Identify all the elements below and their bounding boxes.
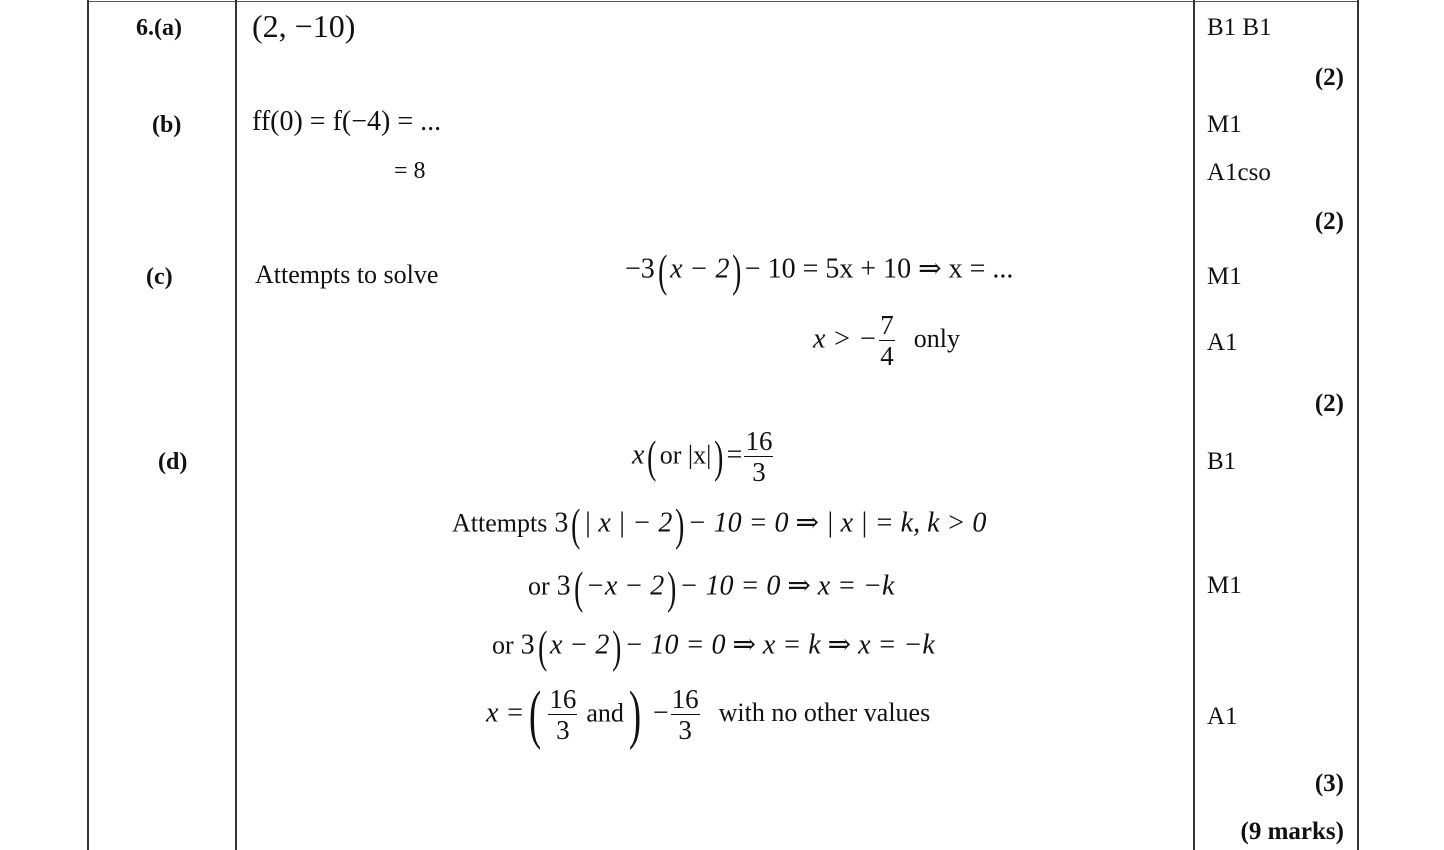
answer-a: (2, −10) bbox=[252, 8, 356, 44]
fraction-7-4 bbox=[879, 312, 895, 370]
grand-total: (9 marks) bbox=[1240, 818, 1344, 845]
attempts-text-c: Attempts to solve bbox=[255, 260, 439, 289]
fraction-16-3 bbox=[548, 686, 577, 744]
question-label-c: (c) bbox=[146, 264, 173, 290]
l1-inner: or |x| bbox=[659, 440, 712, 470]
l4-inner: x − 2 bbox=[550, 629, 610, 661]
l2-pre: 3 bbox=[554, 507, 569, 539]
paren-open: ( bbox=[529, 678, 542, 751]
mark-d-3: A1 bbox=[1207, 703, 1238, 730]
l5-minus: − bbox=[652, 697, 669, 729]
fraction-16-3-neg bbox=[671, 686, 700, 744]
paren-close: ) bbox=[714, 431, 724, 482]
table-right-border bbox=[1357, 0, 1359, 850]
mark-b-2: A1cso bbox=[1207, 159, 1271, 186]
l3-post: − 10 = 0 ⇒ x = −k bbox=[679, 570, 895, 602]
paren-open: ( bbox=[647, 431, 657, 482]
fraction-denominator: 4 bbox=[880, 341, 894, 371]
paren-open: ( bbox=[573, 562, 583, 613]
equation-d-line5 bbox=[486, 678, 931, 751]
question-label-d: (d) bbox=[158, 449, 188, 475]
paren-close: ) bbox=[732, 245, 742, 296]
paren-close: ) bbox=[667, 562, 677, 613]
mark-d-1: B1 bbox=[1207, 448, 1237, 475]
equation-c-inner: x − 2 bbox=[670, 253, 730, 285]
paren-close: ) bbox=[612, 621, 622, 672]
mark-c-2: A1 bbox=[1207, 329, 1238, 356]
l4-post: − 10 = 0 ⇒ x = k ⇒ x = −k bbox=[624, 629, 935, 661]
l1-var: x bbox=[632, 439, 645, 471]
mark-b-1: M1 bbox=[1207, 111, 1242, 138]
mark-c-1: M1 bbox=[1207, 263, 1242, 290]
fraction-16-3 bbox=[744, 428, 773, 486]
total-b: (2) bbox=[1314, 208, 1344, 235]
table-left-border bbox=[87, 0, 89, 850]
equation-d-line4 bbox=[492, 621, 935, 672]
total-c: (2) bbox=[1314, 390, 1344, 417]
fraction-denominator: 3 bbox=[752, 457, 766, 487]
l4-pre: 3 bbox=[520, 629, 535, 661]
paren-close: ) bbox=[675, 499, 685, 550]
paren-open: ( bbox=[571, 499, 581, 550]
equation-d-line3 bbox=[528, 562, 895, 613]
l1-equals: = bbox=[726, 439, 743, 471]
answer-b-line1: ff(0) = f(−4) = ... bbox=[252, 106, 442, 137]
inequality-c-pre: x > − bbox=[813, 323, 878, 355]
l5-post: with no other values bbox=[718, 698, 931, 728]
total-d: (3) bbox=[1314, 770, 1344, 797]
l2-post: − 10 = 0 ⇒ | x | = k, k > 0 bbox=[687, 507, 987, 539]
l5-and: and bbox=[586, 698, 624, 728]
paren-open: ( bbox=[657, 245, 668, 296]
inequality-c bbox=[813, 312, 960, 370]
l5-pre: x = bbox=[486, 697, 525, 729]
marks-a: B1 B1 bbox=[1207, 14, 1272, 41]
equation-c-pre: −3 bbox=[625, 253, 655, 285]
l2-word: Attempts bbox=[452, 508, 548, 538]
l3-inner: −x − 2 bbox=[586, 570, 665, 602]
equation-d-line2 bbox=[452, 499, 987, 550]
paren-open: ( bbox=[537, 621, 547, 672]
fraction-numerator: 7 bbox=[880, 310, 894, 340]
mark-d-2: M1 bbox=[1207, 572, 1242, 599]
fraction-numerator: 16 bbox=[745, 426, 773, 456]
fraction-denominator: 3 bbox=[678, 715, 692, 745]
table-divider-1 bbox=[235, 0, 237, 850]
table-top-border bbox=[87, 1, 1359, 2]
table-divider-2 bbox=[1193, 0, 1195, 850]
answer-b-line2: = 8 bbox=[394, 158, 426, 184]
question-label-b: (b) bbox=[152, 112, 182, 138]
equation-c bbox=[625, 245, 1014, 296]
question-label-a: 6.(a) bbox=[136, 15, 182, 41]
l4-word: or bbox=[492, 630, 514, 660]
fraction-numerator: 16 bbox=[671, 684, 699, 714]
l3-word: or bbox=[528, 571, 550, 601]
equation-d-line1 bbox=[632, 428, 775, 486]
paren-close: ) bbox=[628, 678, 641, 751]
inequality-c-post: only bbox=[913, 324, 960, 354]
equation-c-post: − 10 = 5x + 10 ⇒ x = ... bbox=[744, 253, 1014, 285]
fraction-denominator: 3 bbox=[556, 715, 570, 745]
l2-inner: | x | − 2 bbox=[583, 507, 673, 539]
l3-pre: 3 bbox=[556, 570, 571, 602]
total-a: (2) bbox=[1314, 64, 1344, 91]
fraction-numerator: 16 bbox=[549, 684, 577, 714]
